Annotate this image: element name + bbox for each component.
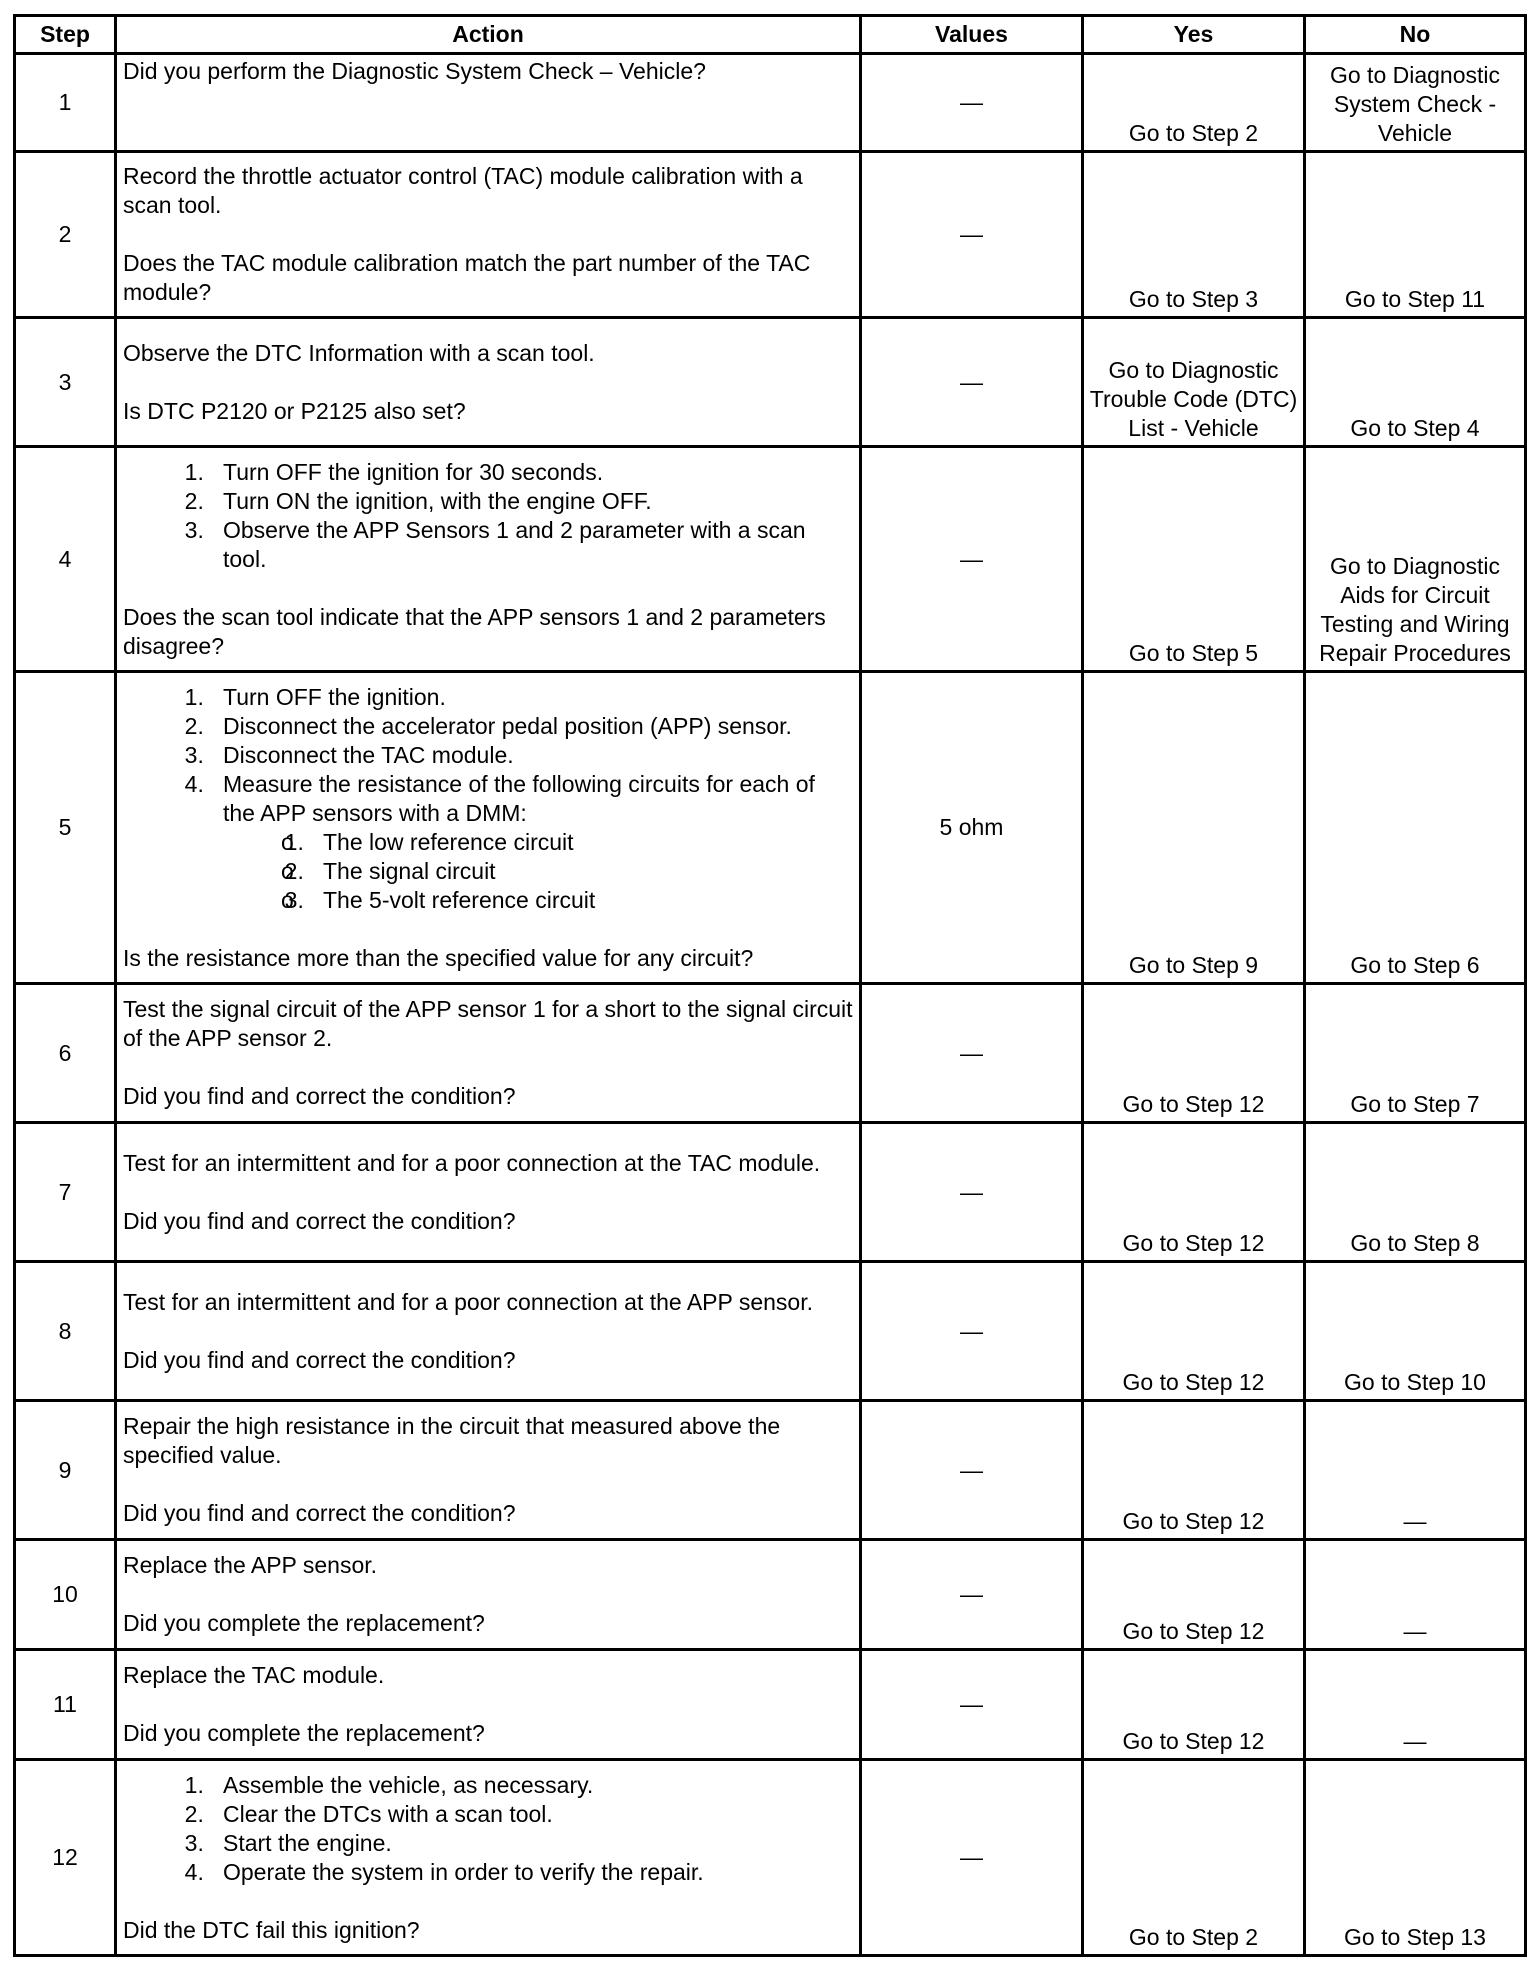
step-number: 3 [15,318,116,447]
step-number: 2 [15,152,116,318]
step-number: 6 [15,984,116,1123]
values-cell: 5 ohm [861,672,1083,984]
action-text: Observe the DTC Information with a scan tool. [123,339,595,366]
action-cell [116,1650,861,1760]
action-text: Test the signal circuit of the APP sensor 1 for a short to the signal circuit of the APP sensor 2. [123,996,853,1051]
action-question: Did you find and correct the condition? [123,1083,516,1109]
action-text: Did you perform the Diagnostic System Check – Vehicle? [123,58,706,84]
table-row [15,1123,1526,1262]
yes-link[interactable]: Go to Step 12 [1083,1540,1305,1650]
yes-link[interactable]: Go to Step 12 [1083,1401,1305,1540]
action-text: Test for an intermittent and for a poor connection at the TAC module. [123,1149,821,1176]
yes-link[interactable]: Go to Step 2 [1083,1760,1305,1956]
circuit-item: o The signal circuit [323,857,853,886]
action-cell [116,1540,861,1650]
action-question: Did you find and correct the condition? [123,1500,516,1526]
action-question: Does the scan tool indicate that the APP sensors 1 and 2 parameters disagree? [123,603,826,659]
action-cell [116,318,861,447]
action-cell [116,984,861,1123]
circuit-item: o The 5-volt reference circuit [323,886,853,915]
step-number: 4 [15,447,116,672]
step-number: 10 [15,1540,116,1650]
no-link[interactable]: Go to Step 4 [1305,318,1526,447]
values-cell: — [861,1262,1083,1401]
values-cell: — [861,152,1083,318]
table-row [15,1401,1526,1540]
substep-list [123,683,853,915]
substep: 3. Disconnect the TAC module. [223,741,853,770]
table-row [15,1650,1526,1760]
substep: 3. Start the engine. [223,1829,853,1858]
yes-link[interactable]: Go to Step 12 [1083,984,1305,1123]
substep: 1. Turn OFF the ignition for 30 seconds. [223,458,853,487]
table-row [15,318,1526,447]
step-number: 1 [15,54,116,152]
no-link[interactable]: Go to Diagnostic Aids for Circuit Testing and Wiring Repair Procedures [1305,447,1526,672]
action-text: Test for an intermittent and for a poor connection at the APP sensor. [123,1288,813,1315]
action-cell [116,152,861,318]
diagnostic-table [13,14,1527,1957]
table-row [15,1540,1526,1650]
action-text: Record the throttle actuator control (TAC) module calibration with a scan tool. [123,163,803,218]
yes-link[interactable]: Go to Diagnostic Trouble Code (DTC) List - Vehicle [1083,318,1305,447]
step-number: 9 [15,1401,116,1540]
header-yes: Yes [1083,16,1305,54]
action-cell [116,1123,861,1262]
yes-link[interactable]: Go to Step 12 [1083,1123,1305,1262]
values-cell: — [861,54,1083,152]
action-cell [116,447,861,672]
no-value: — [1305,1540,1526,1650]
table-row [15,672,1526,984]
no-link[interactable]: Go to Step 6 [1305,672,1526,984]
yes-link[interactable]: Go to Step 9 [1083,672,1305,984]
action-cell [116,1401,861,1540]
action-question: Did you complete the replacement? [123,1610,485,1636]
values-cell: — [861,1650,1083,1760]
table-row [15,54,1526,152]
action-cell [116,1760,861,1956]
action-text: Replace the APP sensor. [123,1552,378,1578]
substep-text: Measure the resistance of the following circuits for each of the APP sensors with a DMM: [223,770,815,826]
action-text: Repair the high resistance in the circuit that measured above the specified value. [123,1413,781,1468]
header-step: Step [15,16,116,54]
step-number: 5 [15,672,116,984]
no-link[interactable]: Go to Step 10 [1305,1262,1526,1401]
action-question: Is DTC P2120 or P2125 also set? [123,397,466,424]
substep: 3. Observe the APP Sensors 1 and 2 parameter with a scan tool. [223,516,853,574]
action-question: Does the TAC module calibration match the part number of the TAC module? [123,250,811,305]
values-cell: — [861,1540,1083,1650]
action-question: Did you find and correct the condition? [123,1207,516,1234]
yes-link[interactable]: Go to Step 12 [1083,1650,1305,1760]
header-values: Values [861,16,1083,54]
action-question: Did you complete the replacement? [123,1720,485,1746]
step-number: 11 [15,1650,116,1760]
no-link[interactable]: Go to Step 13 [1305,1760,1526,1956]
values-cell: — [861,984,1083,1123]
values-cell: — [861,318,1083,447]
values-cell: — [861,1123,1083,1262]
circuit-item: o The low reference circuit [323,828,853,857]
action-cell [116,672,861,984]
table-row [15,152,1526,318]
header-action: Action [116,16,861,54]
substep-list [123,1771,853,1887]
values-cell: — [861,447,1083,672]
no-value: — [1305,1650,1526,1760]
circuit-list [223,828,853,915]
yes-link[interactable]: Go to Step 2 [1083,54,1305,152]
action-cell [116,1262,861,1401]
action-question: Did the DTC fail this ignition? [123,1916,420,1943]
substep: 1. Assemble the vehicle, as necessary. [223,1771,853,1800]
table-row [15,1262,1526,1401]
yes-link[interactable]: Go to Step 12 [1083,1262,1305,1401]
substep: 2. Turn ON the ignition, with the engine OFF. [223,487,853,516]
step-number: 12 [15,1760,116,1956]
yes-link[interactable]: Go to Step 3 [1083,152,1305,318]
table-row [15,1760,1526,1956]
action-question: Did you find and correct the condition? [123,1346,516,1373]
values-cell: — [861,1760,1083,1956]
values-cell: — [861,1401,1083,1540]
action-question: Is the resistance more than the specified value for any circuit? [123,944,754,971]
action-cell [116,54,861,152]
header-no: No [1305,16,1526,54]
no-link[interactable]: Go to Diagnostic System Check - Vehicle [1305,54,1526,152]
table-row [15,984,1526,1123]
substep [223,770,853,915]
header-row [15,16,1526,54]
action-text: Replace the TAC module. [123,1662,385,1688]
no-link[interactable]: Go to Step 11 [1305,152,1526,318]
substep: 2. Clear the DTCs with a scan tool. [223,1800,853,1829]
no-link[interactable]: Go to Step 7 [1305,984,1526,1123]
step-number: 7 [15,1123,116,1262]
no-value: — [1305,1401,1526,1540]
table-row [15,447,1526,672]
substep-list [123,458,853,574]
substep: 4. Operate the system in order to verify the repair. [223,1858,853,1887]
step-number: 8 [15,1262,116,1401]
substep: 2. Disconnect the accelerator pedal position (APP) sensor. [223,712,853,741]
yes-link[interactable]: Go to Step 5 [1083,447,1305,672]
no-link[interactable]: Go to Step 8 [1305,1123,1526,1262]
substep: 1. Turn OFF the ignition. [223,683,853,712]
